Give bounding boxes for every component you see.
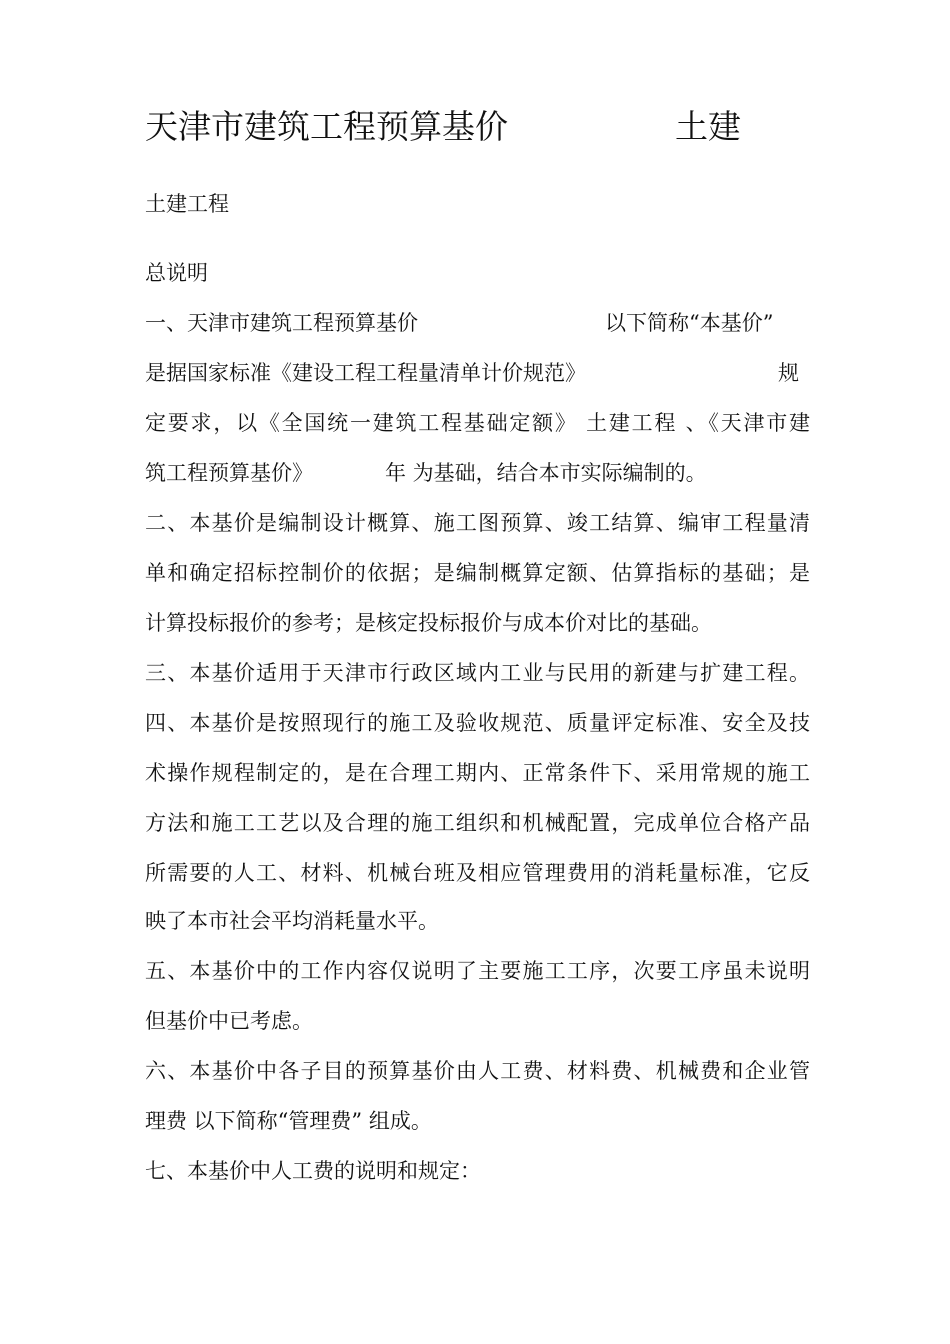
paragraph-3-line-1: 三、本基价适用于天津市行政区域内工业与民用的新建与扩建工程。 (145, 661, 810, 685)
p1-l1-text-a: 一、天津市建筑工程预算基价 (145, 311, 418, 335)
document-title (145, 102, 805, 152)
paragraph-6-line-1: 六、本基价中各子目的预算基价由人工费、材料费、机械费和企业管 (145, 1059, 810, 1083)
paragraph-1-line-1 (145, 305, 810, 341)
paragraph-1-line-2 (145, 355, 810, 391)
p1-l4-text-b: 年 为基础，结合本市实际编制的。 (385, 461, 707, 485)
paragraph-2-line-1: 二、本基价是编制设计概算、施工图预算、竣工结算、编审工程量清 (145, 511, 810, 535)
paragraph-5-line-1: 五、本基价中的工作内容仅说明了主要施工工序，次要工序虽未说明 (145, 959, 810, 983)
paragraph-4-line-5: 映了本市社会平均消耗量水平。 (145, 909, 439, 933)
title-suffix: 土建 (675, 107, 741, 146)
p1-l2-text-a: 是据国家标准《建设工程工程量清单计价规范》 (145, 361, 586, 385)
paragraph-2-line-3: 计算投标报价的参考；是核定投标报价与成本价对比的基础。 (145, 611, 712, 635)
paragraph-2-line-2: 单和确定招标控制价的依据；是编制概算定额、估算指标的基础；是 (145, 561, 810, 585)
paragraph-4-line-3: 方法和施工工艺以及合理的施工组织和机械配置，完成单位合格产品 (145, 811, 810, 835)
paragraph-1-line-4 (145, 455, 810, 491)
paragraph-4-line-2: 术操作规程制定的，是在合理工期内、正常条件下、采用常规的施工 (145, 761, 810, 785)
paragraph-7-line-1: 七、本基价中人工费的说明和规定： (145, 1159, 481, 1183)
paragraph-6-line-2: 理费 以下简称“管理费” 组成。 (145, 1109, 432, 1133)
p1-l1-text-b: 以下简称“本基价” (605, 311, 774, 335)
title-main: 天津市建筑工程预算基价 (145, 107, 508, 146)
paragraph-5-line-2: 但基价中已考虑。 (145, 1009, 313, 1033)
section-heading: 总说明 (145, 261, 208, 285)
p1-l2-text-b: 规 (778, 361, 799, 385)
p1-l4-text-a: 筑工程预算基价》 (145, 461, 313, 485)
paragraph-4-line-1: 四、本基价是按照现行的施工及验收规范、质量评定标准、安全及技 (145, 711, 810, 735)
section-subtitle: 土建工程 (145, 192, 229, 216)
paragraph-4-line-4: 所需要的人工、材料、机械台班及相应管理费用的消耗量标准，它反 (145, 861, 810, 885)
paragraph-1-line-3: 定要求，以《全国统一建筑工程基础定额》 土建工程 、《天津市建 (145, 411, 810, 435)
